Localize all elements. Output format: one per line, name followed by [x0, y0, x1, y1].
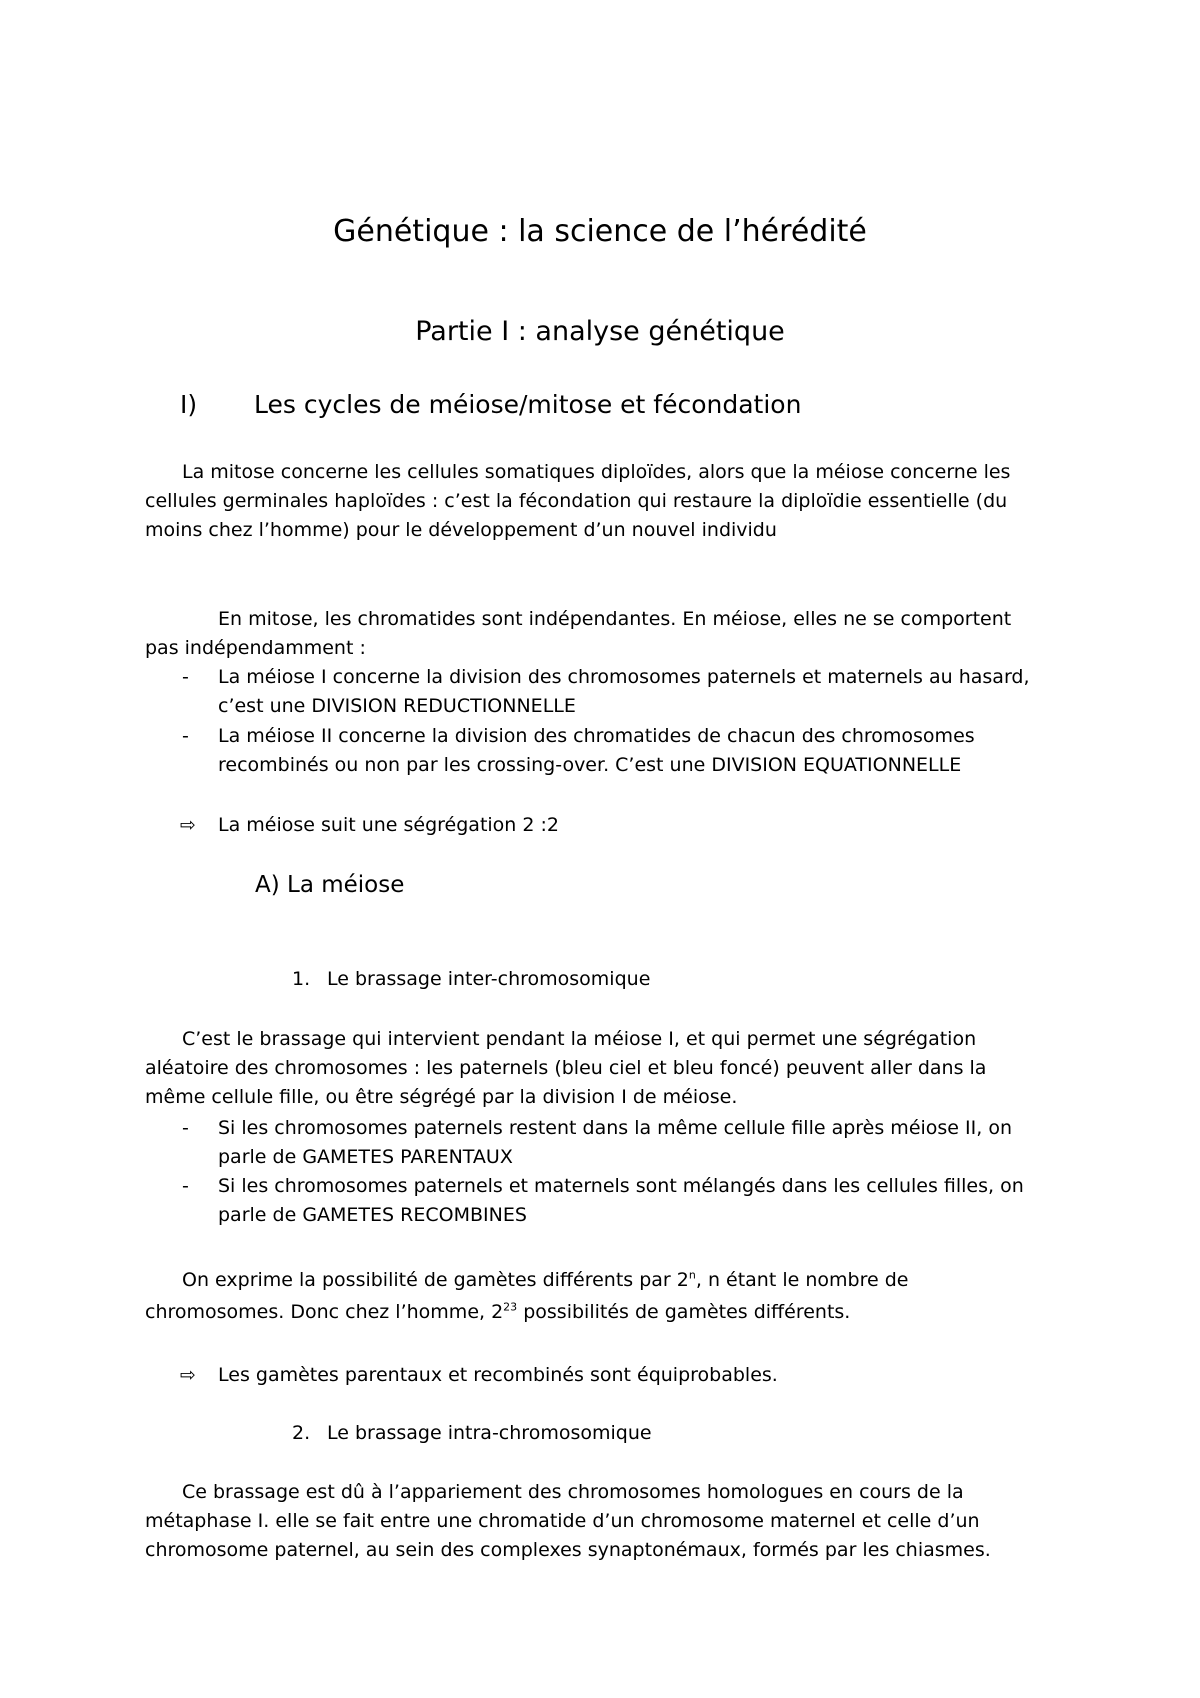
- section-a-heading: A) La méiose: [255, 872, 405, 898]
- text-run: chromosomes. Donc chez l’homme, 2: [145, 1301, 504, 1323]
- list-item: c’est une DIVISION REDUCTIONNELLE: [218, 695, 576, 717]
- list-item: parle de GAMETES PARENTAUX: [218, 1146, 513, 1168]
- paragraph-line: cellules germinales haploïdes : c’est la fécondation qui restaure la diploïdie essentielle (du: [145, 490, 1008, 512]
- paragraph-line: pas indépendamment :: [145, 637, 366, 659]
- superscript: 23: [503, 1300, 518, 1314]
- list-item: recombinés ou non par les crossing-over. C’est une DIVISION EQUATIONNELLE: [218, 754, 962, 776]
- subsection-heading: Le brassage intra-chromosomique: [327, 1422, 652, 1444]
- subsection-heading: Le brassage inter-chromosomique: [327, 968, 651, 990]
- bullet-dash: -: [182, 1117, 189, 1139]
- paragraph-line: métaphase I. elle se fait entre une chromatide d’un chromosome maternel et celle d’un: [145, 1510, 980, 1532]
- subsection-number: 2.: [292, 1422, 311, 1444]
- list-item: Si les chromosomes paternels restent dans la même cellule fille après méiose II, on: [218, 1117, 1012, 1139]
- paragraph-line: même cellule fille, ou être ségrégé par la division I de méiose.: [145, 1086, 738, 1108]
- text-run: possibilités de gamètes différents.: [517, 1301, 851, 1323]
- subsection-number: 1.: [292, 968, 311, 990]
- text-run: , n étant le nombre de: [695, 1269, 909, 1291]
- part-heading: Partie I : analyse génétique: [415, 316, 785, 347]
- arrow-icon: ⇨: [180, 814, 196, 836]
- bullet-dash: -: [182, 1175, 189, 1197]
- paragraph-line: Ce brassage est dû à l’appariement des chromosomes homologues en cours de la: [182, 1481, 964, 1503]
- paragraph-line: [182, 1266, 908, 1295]
- arrow-icon: ⇨: [180, 1364, 196, 1386]
- superscript: n: [688, 1268, 696, 1282]
- text-run: On exprime la possibilité de gamètes différents par 2: [182, 1269, 689, 1291]
- list-item: Si les chromosomes paternels et maternels sont mélangés dans les cellules filles, on: [218, 1175, 1024, 1197]
- list-item: La méiose I concerne la division des chromosomes paternels et maternels au hasard,: [218, 666, 1030, 688]
- bullet-dash: -: [182, 666, 189, 688]
- section-i-marker: I): [180, 390, 198, 419]
- paragraph-line: En mitose, les chromatides sont indépendantes. En méiose, elles ne se comportent: [218, 608, 1012, 630]
- paragraph-line: aléatoire des chromosomes : les paternels (bleu ciel et bleu foncé) peuvent aller dans la: [145, 1057, 987, 1079]
- conclusion-line: La méiose suit une ségrégation 2 :2: [218, 814, 560, 836]
- section-i-heading: Les cycles de méiose/mitose et fécondation: [254, 390, 802, 419]
- paragraph-line: [145, 1298, 850, 1327]
- paragraph-line: La mitose concerne les cellules somatiques diploïdes, alors que la méiose concerne les: [182, 461, 1011, 483]
- conclusion-line: Les gamètes parentaux et recombinés sont équiprobables.: [218, 1364, 778, 1386]
- bullet-dash: -: [182, 725, 189, 747]
- paragraph-line: chromosome paternel, au sein des complexes synaptonémaux, formés par les chiasmes.: [145, 1539, 991, 1561]
- paragraph-line: C’est le brassage qui intervient pendant la méiose I, et qui permet une ségrégation: [182, 1028, 977, 1050]
- list-item: La méiose II concerne la division des chromatides de chacun des chromosomes: [218, 725, 975, 747]
- paragraph-line: moins chez l’homme) pour le développement d’un nouvel individu: [145, 519, 777, 541]
- list-item: parle de GAMETES RECOMBINES: [218, 1204, 527, 1226]
- document-title: Génétique : la science de l’hérédité: [333, 214, 867, 249]
